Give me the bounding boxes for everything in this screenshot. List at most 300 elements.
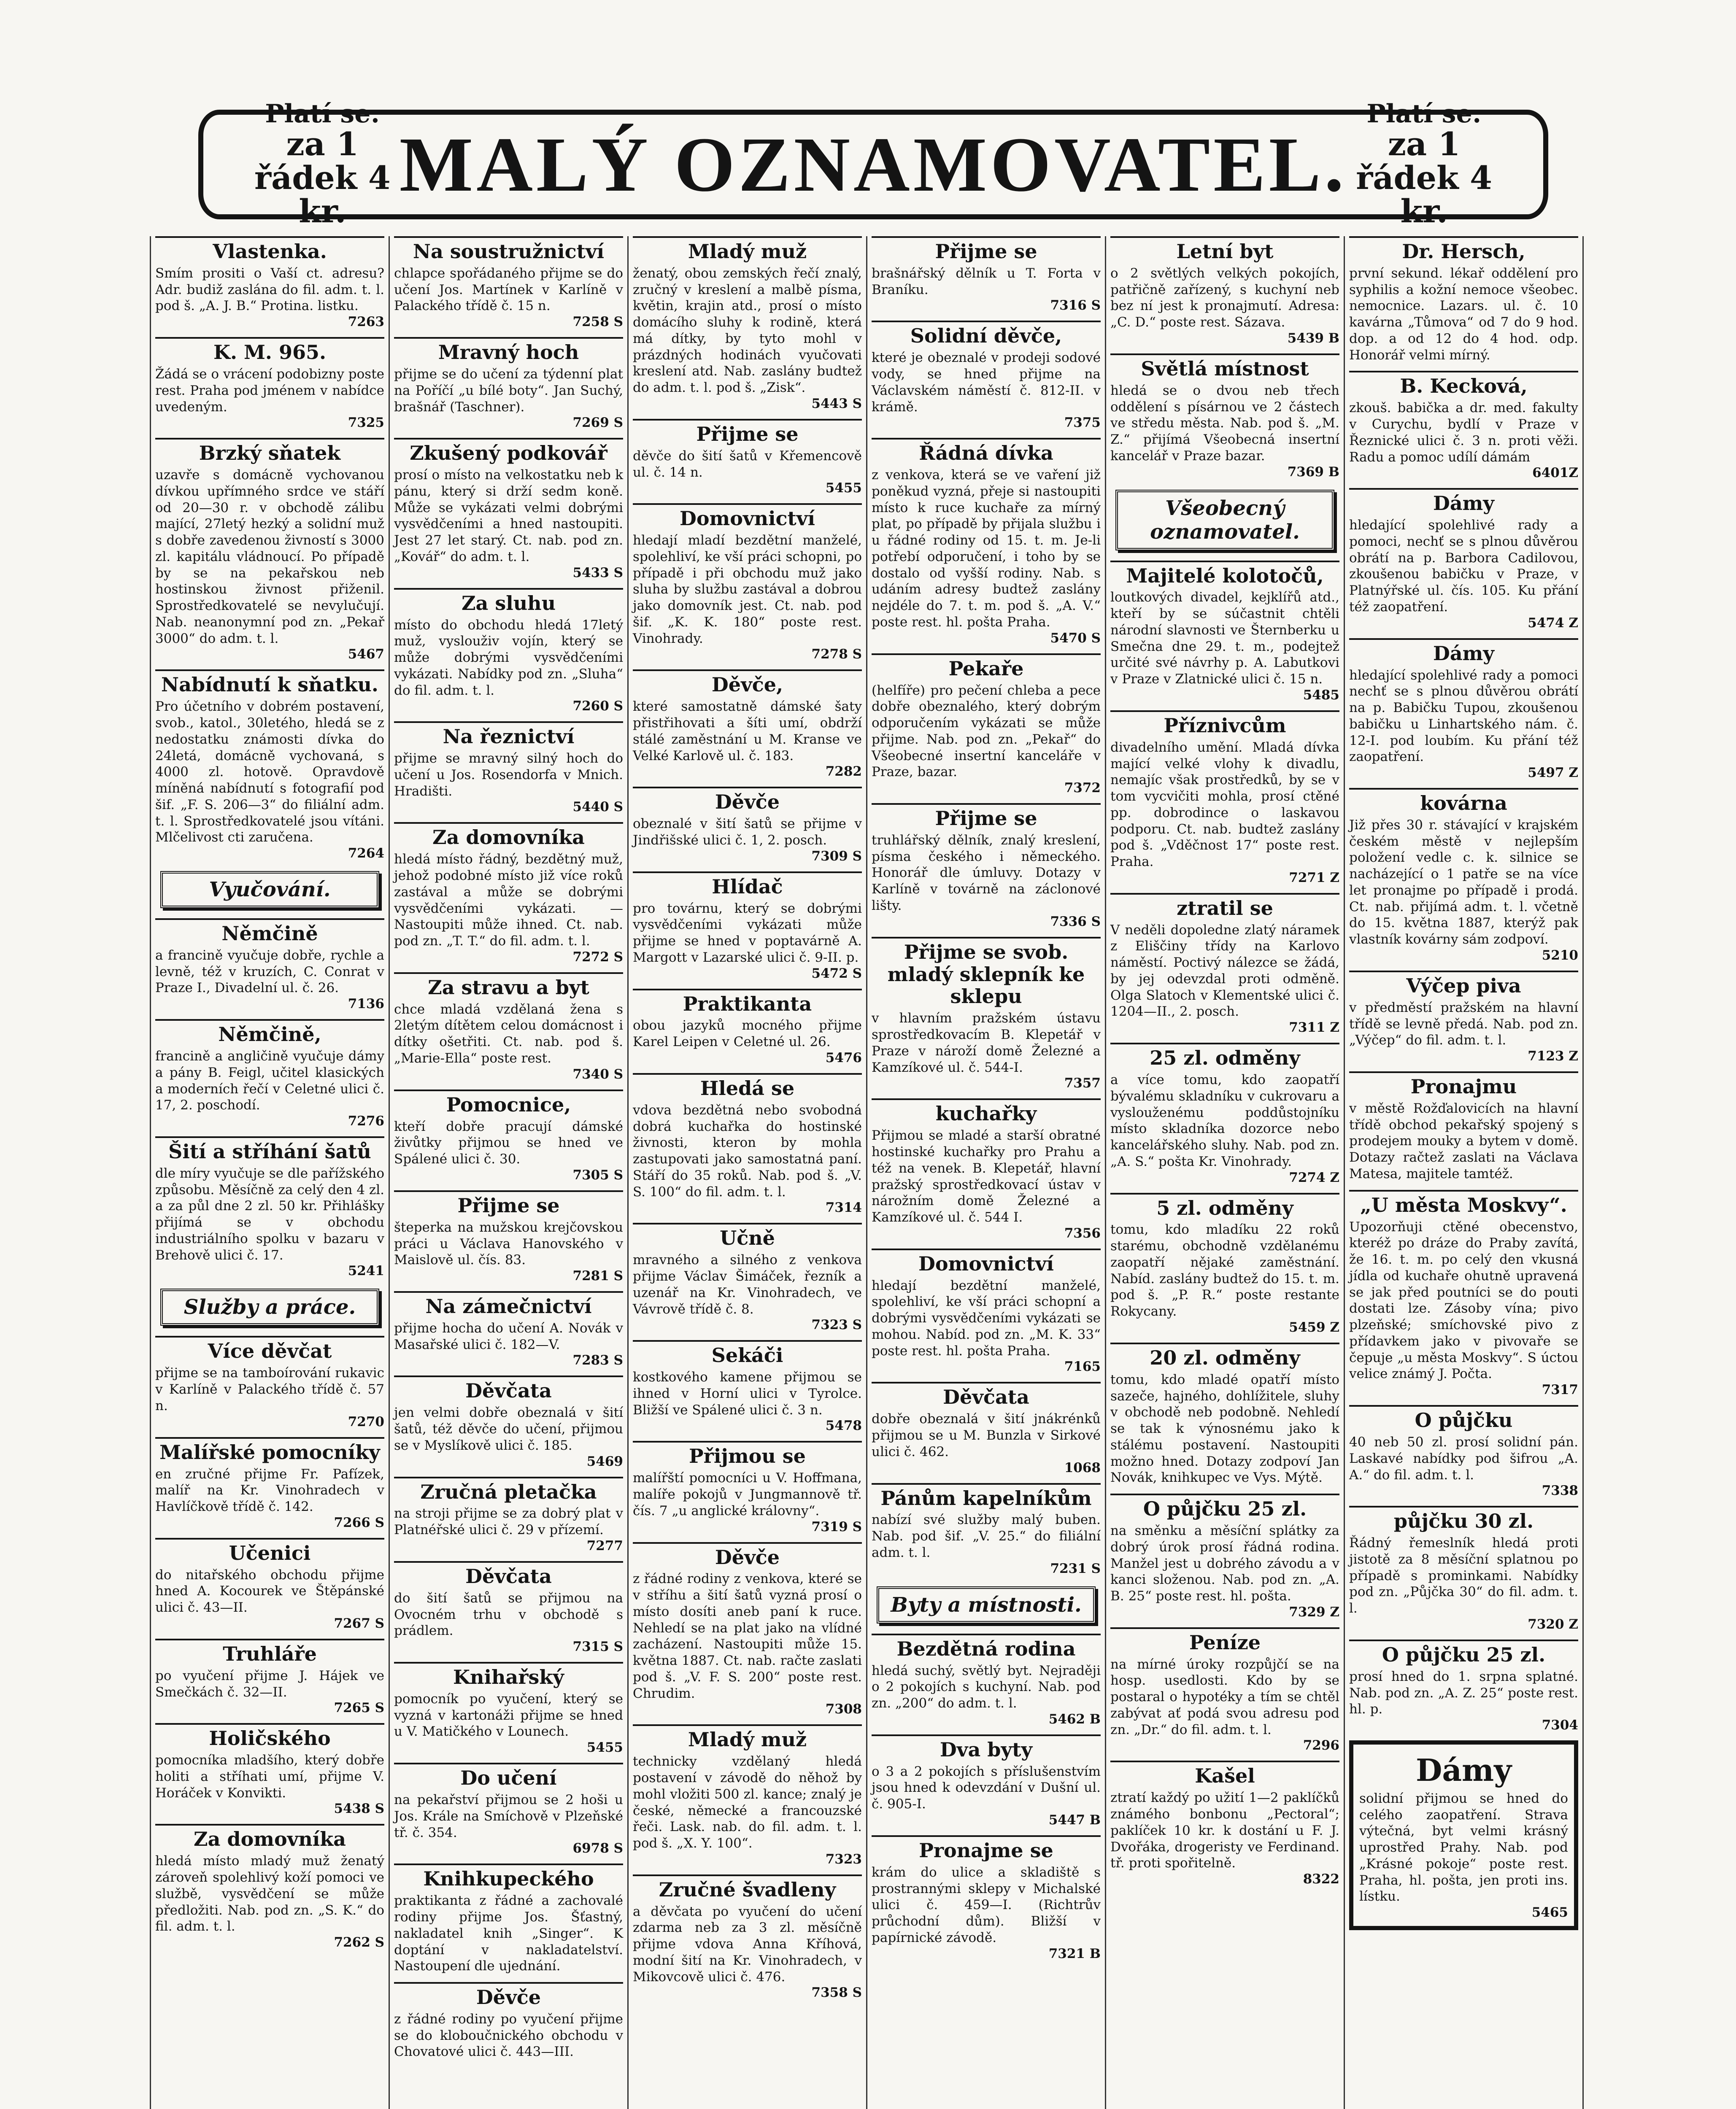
ad-heading: Do učení bbox=[394, 1763, 623, 1789]
ad-code: 5474 Z bbox=[1528, 615, 1578, 631]
ad-text: prosí hned do 1. srpna splatné. Nab. pod zn. „A. Z. 25“ poste rest. hl. p. bbox=[1349, 1669, 1578, 1717]
price-label: Platí se: bbox=[265, 99, 380, 129]
ad-text: do šití šatů se přijmou na Ovocném trhu v obchodě s prádlem. bbox=[394, 1590, 623, 1639]
ad-code: 7296 bbox=[1303, 1738, 1339, 1753]
ad-code: 5462 B bbox=[1048, 1711, 1101, 1727]
ad-code: 5469 bbox=[586, 1454, 623, 1469]
ad-text: do nitařského obchodu přijme hned A. Kocourek ve Štěpánské ulici č. 43—II. bbox=[155, 1567, 384, 1615]
ad-text: přijme se do učení za týdenní plat na Poříčí „u bílé boty“. Jan Suchý, brašnář (Taschner). bbox=[394, 367, 623, 415]
classified-ad bbox=[872, 438, 1101, 645]
classified-ad bbox=[633, 1223, 862, 1332]
ad-code: 7266 S bbox=[334, 1515, 384, 1530]
classified-ad bbox=[155, 1824, 384, 1950]
ad-text: uzavře s domácně vychovanou dívkou upřímného srdce ve stáří od 20—30 r. v obchodě zálibu mající, 27letý hezký a solidní muž s dobře zavedenou živností s 3000 zl. kapitálu vládnoucí. Po případě by se na pekařskou neb hostinskou živnost přiženil. Sprostředkovatelé se nevylučují. Nab. neanonymní pod zn. „Pekař 3000“ do adm. t. l. bbox=[155, 467, 384, 646]
classified-ad bbox=[394, 236, 623, 329]
ad-code: 5210 bbox=[1542, 947, 1578, 963]
classified-ad bbox=[633, 1340, 862, 1433]
ad-heading: Malířské pomocníky bbox=[155, 1437, 384, 1464]
classified-ad bbox=[1349, 1071, 1578, 1182]
ad-heading: Peníze bbox=[1110, 1627, 1339, 1654]
ad-heading: Přijme se bbox=[633, 419, 862, 445]
classified-ad bbox=[1110, 236, 1339, 346]
ad-code: 7338 bbox=[1542, 1483, 1578, 1499]
classified-ad bbox=[394, 972, 623, 1082]
ad-code: 7136 bbox=[348, 996, 384, 1012]
ad-text: Již přes 30 r. stávající v krajském českém městě v nejlepším položení vedle c. k. silnice se nacházející o 1 patře se na více let pronajme po případě i prodá. Ct. nab. přijímá adm. t. l. včetně do 15. května 1887, kterýž pak vlastník kovárny sám zodpoví. bbox=[1349, 817, 1578, 947]
price-value: za 1 řádek 4 kr. bbox=[1356, 125, 1493, 230]
classified-ad bbox=[394, 1375, 623, 1469]
column-1 bbox=[151, 236, 390, 2109]
ad-code: 7321 B bbox=[1048, 1946, 1101, 1961]
ad-text: mravného a silného z venkova přijme Václav Šimáček, řezník a uzenář na Kr. Vinohradech, ve Vávrově třídě č. 8. bbox=[633, 1252, 862, 1317]
ad-code: 7276 bbox=[348, 1114, 384, 1129]
ad-text: zkouš. babička a dr. med. fakulty v Curychu, bydlí v Praze v Řeznické ulici č. 3 n. proti věži. Radu a pomoc udílí dámám bbox=[1349, 400, 1578, 465]
classified-ad bbox=[394, 1763, 623, 1856]
ad-heading: Přijme se svob. mladý sklepník ke sklepu bbox=[872, 937, 1101, 1008]
ad-heading: Za domovníka bbox=[394, 822, 623, 849]
classified-ad bbox=[394, 1561, 623, 1654]
ad-code: 7308 bbox=[825, 1702, 862, 1717]
ad-code: 5241 bbox=[348, 1263, 384, 1279]
ad-text: o 3 a 2 pokojích s příslušenstvím jsou hned k odevzdání v Dušní ul. č. 905-I. bbox=[872, 1764, 1101, 1812]
column-3 bbox=[629, 236, 867, 2109]
ad-text: a více tomu, kdo zaopatří bývalému skladníku v cukrovaru a vyslouženému poddůstojníku místo skladníka dozorce nebo kancelářského sluhy. Nab. pod zn. „A. S.“ pošta Kr. Vinohrady. bbox=[1110, 1072, 1339, 1169]
classified-ad bbox=[633, 1724, 862, 1866]
ad-heading: Mladý muž bbox=[633, 1724, 862, 1751]
classified-ad bbox=[1110, 710, 1339, 885]
ad-code: 1068 bbox=[1064, 1460, 1101, 1475]
ad-heading: „U města Moskvy“. bbox=[1349, 1190, 1578, 1216]
ad-code: 7372 bbox=[1064, 780, 1101, 796]
ad-code: 5467 bbox=[348, 647, 384, 662]
classified-ad bbox=[155, 1437, 384, 1530]
ad-text: nabízí své služby malý buben. Nab. pod šif. „V. 25.“ do filiální adm. t. l. bbox=[872, 1512, 1101, 1560]
ad-heading: Děvčata bbox=[394, 1561, 623, 1588]
ad-text: hledající spolehlivé rady a pomoci nechť se s plnou důvěrou obrátí na p. Babičku Tupou, zkoušenou babičku u Linhartského nám. č. 12-I. pod loubím. Ku přání též zaopatření. bbox=[1349, 667, 1578, 765]
section-banner: Všeobecný oznamovatel. bbox=[1115, 490, 1334, 550]
ad-code: 6978 S bbox=[572, 1841, 623, 1856]
masthead-left-price bbox=[246, 101, 400, 228]
ad-heading: Domovnictví bbox=[633, 503, 862, 530]
ad-text: 40 neb 50 zl. prosí solidní pán. Laskavé nabídky pod šifrou „A. A.“ do fil. adm. t. l. bbox=[1349, 1435, 1578, 1483]
ad-code: 5438 S bbox=[334, 1801, 384, 1817]
ad-code: 7311 Z bbox=[1289, 1020, 1339, 1036]
classified-ad bbox=[1110, 1343, 1339, 1486]
ad-heading: Výčep piva bbox=[1349, 971, 1578, 997]
price-label: Platí se: bbox=[1366, 99, 1482, 129]
classified-ad bbox=[1110, 1043, 1339, 1185]
ad-text: na mírné úroky rozpůjčí se na hosp. usedlosti. Kdo by se postaral o hypotéky a tím se chtěl zabývat ať podá svou adresu pod zn. „Dr.“ do fil. adm. t. l. bbox=[1110, 1656, 1339, 1737]
classified-ad bbox=[155, 669, 384, 861]
ad-code: 7320 Z bbox=[1528, 1616, 1578, 1632]
ad-text: Pro účetního v dobrém postavení, svob., katol., 30letého, hledá se z nedostatku známosti dívka do 24letá, domácně vychovaná, s 4000 zl. hotově. Opravdově míněná nabídnutí s fotografií pod šif. „F. S. 206—3“ do filiální adm. t. l. Sprostředkovatelé jsou vítáni. Mlčelivost cti zaručena. bbox=[155, 699, 384, 845]
classified-ad bbox=[872, 1249, 1101, 1375]
ad-heading: 20 zl. odměny bbox=[1110, 1343, 1339, 1369]
ad-text: po vyučení přijme J. Hájek ve Smečkách č. 32—II. bbox=[155, 1668, 384, 1700]
ad-code: 7281 S bbox=[572, 1268, 623, 1284]
ad-code: 7329 Z bbox=[1289, 1604, 1339, 1620]
classified-ad bbox=[1110, 1494, 1339, 1620]
ad-heading: Pomocnice, bbox=[394, 1090, 623, 1116]
ad-heading: Příznivcům bbox=[1110, 710, 1339, 737]
ad-text: hledající spolehlivé rady a pomoci, nechť se s plnou důvěrou obrátí na p. Barbora Cadilovou, zkoušenou babičku v Praze, v Platnýřské ul. čís. 105. Ku přání též zaopatření. bbox=[1349, 518, 1578, 615]
ad-heading: 5 zl. odměny bbox=[1110, 1193, 1339, 1219]
ad-text: malířští pomocníci u V. Hoffmana, malíře pokojů v Jungmannově tř. čís. 7 „u anglické královny“. bbox=[633, 1470, 862, 1518]
ad-code: 7271 Z bbox=[1289, 870, 1339, 885]
ad-text: na pekařství přijmou se 2 hoši u Jos. Krále na Smíchově v Plzeňské tř. č. 354. bbox=[394, 1792, 623, 1840]
ad-text: hledá místo mladý muž ženatý zároveň spolehlivý koží pomoci ve službě, vysvědčení se může předložiti. Nab. pod zn. „S. K.“ do fil. adm. t. l. bbox=[155, 1853, 384, 1934]
classified-ad bbox=[1349, 488, 1578, 630]
ad-code: 7277 bbox=[586, 1538, 623, 1553]
masthead bbox=[198, 99, 1548, 230]
ad-heading: Za domovníka bbox=[155, 1824, 384, 1850]
classified-ad bbox=[155, 1639, 384, 1715]
classified-ad bbox=[394, 337, 623, 430]
ad-code: 7340 S bbox=[572, 1066, 623, 1082]
ad-heading: Němčině, bbox=[155, 1019, 384, 1046]
ad-code: 7356 bbox=[1064, 1225, 1101, 1241]
classified-ad bbox=[872, 1098, 1101, 1241]
ad-heading: Přijme se bbox=[872, 803, 1101, 830]
classified-ad bbox=[394, 1477, 623, 1553]
ad-heading: Za sluhu bbox=[394, 588, 623, 615]
classified-ad bbox=[1349, 1640, 1578, 1733]
ad-text: přijme se na tamboírování rukavic v Karlíně v Palackého třídě č. 57 n. bbox=[155, 1365, 384, 1413]
ad-code: 7262 S bbox=[334, 1935, 384, 1950]
classified-ad bbox=[872, 653, 1101, 796]
classified-ad bbox=[633, 1441, 862, 1534]
ad-heading: Zkušený podkovář bbox=[394, 438, 623, 464]
classified-ad bbox=[155, 1723, 384, 1816]
ad-heading: Němčině bbox=[155, 918, 384, 945]
ad-heading: O půjčku bbox=[1349, 1405, 1578, 1432]
ad-text: z řádné rodiny po vyučení přijme se do kloboučnického obchodu v Chovatové ulici č. 443—III. bbox=[394, 2011, 623, 2060]
column-4 bbox=[867, 236, 1106, 2109]
ad-code: 5455 bbox=[586, 1740, 623, 1756]
section-banner: Služby a práce. bbox=[160, 1289, 379, 1326]
ad-text: o 2 světlých velkých pokojích, patřičně zařízený, s kuchyní neb bez ní jest k pronajmutí. Adresa: „C. D.“ poste rest. Sázava. bbox=[1110, 265, 1339, 330]
ad-code: 5433 S bbox=[572, 565, 623, 580]
ad-heading: Za stravu a byt bbox=[394, 972, 623, 999]
ad-heading: Děvčata bbox=[394, 1375, 623, 1402]
classified-ad bbox=[1349, 1190, 1578, 1397]
ad-text: Smím prositi o Vaší ct. adresu? Adr. budiž zaslána do fil. adm. t. l. pod š. „A. J. B.“ Protina. listku. bbox=[155, 265, 384, 314]
ad-heading: Dr. Hersch, bbox=[1349, 236, 1578, 263]
column-5 bbox=[1106, 236, 1345, 2109]
ad-heading: Zručná pletačka bbox=[394, 1477, 623, 1503]
ad-text: prosí o místo na velkostatku neb k pánu, který si drží sedm koně. Může se vykázati velmi dobrými vysvědčeními a hned nastoupiti. Jest 27 let starý. Ct. nab. pod zn. „Kovář“ do adm. t. l. bbox=[394, 467, 623, 564]
ad-text: a francině vyučuje dobře, rychle a levně, též v kruzích, C. Conrat v Praze I., Divadelní ul. č. 26. bbox=[155, 947, 384, 996]
ad-columns bbox=[150, 236, 1585, 2109]
ad-code: 7323 bbox=[825, 1851, 862, 1867]
ad-text: brašnářský dělník u T. Forta v Braníku. bbox=[872, 265, 1101, 297]
ad-text: en zručné přijme Fr. Pafízek, malíř na Kr. Vinohradech v Havlíčkově třídě č. 142. bbox=[155, 1466, 384, 1515]
ad-text: V neděli dopoledne zlatý náramek z Eliščiny třídy na Karlovo náměstí. Poctivý nálezce se žádá, by jej odevzdal proti odměně. Olga Slatoch v Klementské ulici č. 1204—II., 2. posch. bbox=[1110, 922, 1339, 1019]
ad-text: a děvčata po vyučení do učení zdarma neb za 3 zl. měsíčně přijme vdova Anna Kříhová, modní šití na Kr. Vinohradech, v Mikovcově ulici č. 476. bbox=[633, 1904, 862, 1985]
classified-ad bbox=[872, 236, 1101, 313]
ad-heading: Učně bbox=[633, 1223, 862, 1249]
classified-ad bbox=[394, 1190, 623, 1284]
ad-text: hledá se o dvou neb třech oddělení s písárnou ve 2 částech ve středu města. Nab. pod š. „M. Z.“ přijímá Všeobecná insertní kancelář v Praze bazar. bbox=[1110, 383, 1339, 464]
ad-code: 5443 S bbox=[811, 396, 862, 411]
ad-code: 7314 bbox=[825, 1200, 862, 1216]
ad-code: 7263 bbox=[348, 314, 384, 330]
ad-code: 7369 B bbox=[1287, 464, 1339, 480]
ad-code: 5439 B bbox=[1287, 330, 1339, 346]
classified-ad bbox=[872, 937, 1101, 1091]
section-banner: Vyučování. bbox=[160, 871, 379, 908]
classified-ad bbox=[394, 822, 623, 964]
ad-heading: Učenici bbox=[155, 1538, 384, 1564]
classified-ad bbox=[872, 1483, 1101, 1576]
ad-heading: Knihařský bbox=[394, 1662, 623, 1688]
ad-code: 7272 S bbox=[572, 949, 623, 965]
classified-ad bbox=[394, 438, 623, 580]
classified-ad bbox=[1110, 353, 1339, 480]
classified-ad bbox=[1349, 1506, 1578, 1632]
column-2 bbox=[390, 236, 629, 2109]
ad-text: chlapce spořádaného přijme se do učení Jos. Martínek v Karlíně v Palackého třídě č. 15 n. bbox=[394, 265, 623, 314]
ad-code: 7270 bbox=[348, 1414, 384, 1429]
ad-text: v předměstí pražském na hlavní třídě se levně předá. Nab. pod zn. „Výčep“ do fil. adm. t. l. bbox=[1349, 1000, 1578, 1048]
ad-heading: Děvče bbox=[633, 1542, 862, 1569]
classified-ad bbox=[1349, 971, 1578, 1064]
ad-code: 7316 S bbox=[1050, 298, 1101, 313]
classified-ad bbox=[1349, 371, 1578, 480]
ad-heading: ztratil se bbox=[1110, 893, 1339, 920]
ad-heading: Pekaře bbox=[872, 653, 1101, 680]
ad-code: 7357 bbox=[1064, 1076, 1101, 1091]
ad-text: Přijmou se mladé a starší obratné hostinské kuchařky pro Prahu a též na venek. B. Klepetář, hlavní pražský sprostředkovací ústav v nárožním domě Železné a Kamzíkové ul. č. 544 I. bbox=[872, 1128, 1101, 1225]
ad-heading: Dámy bbox=[1349, 638, 1578, 665]
ad-heading: Majitelé kolotočů, bbox=[1110, 561, 1339, 587]
ad-code: 5497 Z bbox=[1528, 765, 1578, 781]
ad-heading: Knihkupeckého bbox=[394, 1864, 623, 1890]
ad-text: hledají mladí bezdětní manželé, spolehliví, ke vší práci schopni, po případě i při obchodu muž jako sluha by službu zastával a dobrou jako domovník jest. Ct. nab. pod šif. „K. K. 180“ poste rest. Vinohrady. bbox=[633, 533, 862, 646]
ad-heading: Dámy bbox=[1415, 1752, 1512, 1788]
ad-text: truhlářský dělník, znalý kreslení, písma českého i německého. Honorář dle úmluvy. Dotazy v Karlíně v továrně na záclonové lišty. bbox=[872, 832, 1101, 913]
classified-ad bbox=[633, 1542, 862, 1717]
ad-code: 7265 S bbox=[334, 1700, 384, 1716]
classified-ad bbox=[872, 1634, 1101, 1727]
classified-ad bbox=[155, 438, 384, 662]
ad-text: které samostatně dámské šaty přistřihovati a šíti umí, obdrží stálé zaměstnání u M. Kranse ve Velké Karlově ul. č. 183. bbox=[633, 699, 862, 763]
classified-ad bbox=[155, 337, 384, 430]
ad-code: 7258 S bbox=[572, 314, 623, 330]
price-value: za 1 řádek 4 kr. bbox=[254, 125, 391, 230]
classified-ad bbox=[633, 503, 862, 662]
ad-text: krám do ulice a skladiště s prostrannými sklepy v Michalské ulici č. 459—I. (Richtrův průchodní dům). Bližší v papírnické závodě. bbox=[872, 1864, 1101, 1945]
ad-heading: Mladý muž bbox=[633, 236, 862, 263]
ad-heading: Na řeznictví bbox=[394, 721, 623, 748]
classified-ad bbox=[633, 419, 862, 496]
ad-text: vdova bezdětná nebo svobodná dobrá kuchařka do hostinské živnosti, kteron by mohla zastupovati jako samostatná paní. Stáří do 35 roků. Nab. pod š. „V. S. 100“ do fil. adm. t. l. bbox=[633, 1102, 862, 1200]
ad-text: Upozorňuji ctěné obecenstvo, kteréž po dráze do Praby zavítá, že 16. t. m. po celý den vkusná jídla od kuchaře ohutně upravená se jak před poutníci se do pouti dostati lze. Zásoby vína; pivo plzeňské; smíchovské pivo z přídavkem jako v pivovaře se čepuje „u města Moskvy“. S úctou velice známý J. Počta. bbox=[1349, 1219, 1578, 1382]
ad-code: 7304 bbox=[1542, 1718, 1578, 1733]
ad-code: 7282 bbox=[825, 764, 862, 779]
classified-ad bbox=[1349, 788, 1578, 963]
ad-code: 5478 bbox=[825, 1418, 862, 1434]
ad-heading: Zručné švadleny bbox=[633, 1874, 862, 1901]
ad-text: loutkových divadel, kejklířů atd., kteří by se súčastnit chtěli národní slavnosti ve Šternberku u Smečna dne 29. t. m., podejtež určité své návrhy p. A. Labutkovi v Praze v Zlatnické ulici č. 15 n. bbox=[1110, 590, 1339, 687]
ad-text: ženatý, obou zemských řečí znalý, zručný v kreslení a malbě písma, květin, krajin atd., prosí o místo domácího sluhy k rodině, která má dítky, by tyto mohl v prázdných hodinách vyučovati kreslení atd. Nab. zaslány budtež do adm. t. l. pod š. „Zisk“. bbox=[633, 265, 862, 396]
ad-code: 5465 bbox=[1531, 1905, 1568, 1920]
ad-code: 5485 bbox=[1303, 687, 1339, 703]
ad-text: první sekund. lékař oddělení pro syphilis a kožní nemoce všeobec. nemocnice. Lazars. ul. č. 10 kavárna „Tůmova“ od 7 do 9 hod. dop. a od 12 do 4 hod. odp. Honorář velmi mírný. bbox=[1349, 265, 1578, 363]
ad-heading: Pronajme se bbox=[872, 1835, 1101, 1862]
classified-ad bbox=[394, 1982, 623, 2060]
classified-ad bbox=[394, 1090, 623, 1183]
ad-heading: Brzký sňatek bbox=[155, 438, 384, 464]
ad-heading: 25 zl. odměny bbox=[1110, 1043, 1339, 1069]
ad-code: 5472 S bbox=[811, 966, 862, 981]
ad-text: praktikanta z řádné a zachovalé rodiny přijme Jos. Šťastný, nakladatel knih „Singer“. K doptání v nakladatelství. Nastoupení dle ujednání. bbox=[394, 1893, 623, 1974]
classified-ad bbox=[633, 669, 862, 779]
ad-text: šteperka na mužskou krejčovskou práci u Václava Hanovského v Maislově ul. čís. 83. bbox=[394, 1219, 623, 1268]
ad-code: 7336 S bbox=[1050, 914, 1101, 929]
ad-heading: Praktikanta bbox=[633, 989, 862, 1015]
ad-code: 7165 bbox=[1064, 1359, 1101, 1375]
classified-ad bbox=[155, 1136, 384, 1278]
ad-code: 7317 bbox=[1542, 1382, 1578, 1398]
classified-ad bbox=[1349, 638, 1578, 780]
ad-code: 5476 bbox=[825, 1050, 862, 1065]
ad-heading: O půjčku 25 zl. bbox=[1349, 1640, 1578, 1666]
ad-heading: Dva byty bbox=[872, 1734, 1101, 1761]
ad-text: hledá suchý, světlý byt. Nejraději o 2 pokojích s kuchyní. Nab. pod zn. „200“ do adm. t. l. bbox=[872, 1663, 1101, 1711]
ad-heading: K. M. 965. bbox=[155, 337, 384, 364]
ad-text: pomocníka mladšího, který dobře holiti a stříhati umí, přijme V. Horáček v Konvikti. bbox=[155, 1753, 384, 1801]
ad-text: jen velmi dobře obeznalá v šití šatů, též děvče do učení, přijmou se v Myslíkově ulici č. 185. bbox=[394, 1405, 623, 1453]
ad-heading: Solidní děvče, bbox=[872, 321, 1101, 347]
ad-heading: Děvčata bbox=[872, 1382, 1101, 1408]
ad-code: 7323 S bbox=[811, 1317, 862, 1333]
ad-heading: Domovnictví bbox=[872, 1249, 1101, 1275]
ad-text: obou jazyků mocného přijme Karel Leipen v Celetné ul. 26. bbox=[633, 1018, 862, 1050]
ad-text: děvče do šití šatů v Křemencově ul. č. 14 n. bbox=[633, 448, 862, 480]
ad-code: 7123 Z bbox=[1528, 1049, 1578, 1064]
classified-ad bbox=[872, 803, 1101, 929]
classified-ad bbox=[633, 1073, 862, 1215]
ad-code: 7309 S bbox=[811, 848, 862, 864]
section-banner: Byty a místnosti. bbox=[877, 1586, 1096, 1624]
classified-ad bbox=[633, 787, 862, 863]
ad-code: 7325 bbox=[348, 415, 384, 431]
classified-ad bbox=[872, 1382, 1101, 1475]
ad-heading: Pronajmu bbox=[1349, 1071, 1578, 1098]
classified-ad bbox=[1110, 893, 1339, 1035]
ad-code: 7278 S bbox=[811, 647, 862, 662]
ad-text: z řádné rodiny z venkova, které se v stříhu a šití šatů vyzná prosí o místo dosíti aneb paní k ruce. Nehledí se na plat jako na vlídné zacházení. Nastoupiti může 15. května 1887. Ct. nab. račte zaslati pod š. „V. F. S. 200“ poste rest. Chrudim. bbox=[633, 1571, 862, 1701]
ad-text: kostkového kamene přijmou se ihned v Horní ulici v Tyrolce. Bližší ve Spálené ulici č. 3 n. bbox=[633, 1370, 862, 1418]
ad-heading: Sekáči bbox=[633, 1340, 862, 1367]
ad-heading: Pánům kapelníkům bbox=[872, 1483, 1101, 1510]
ad-heading: Letní byt bbox=[1110, 236, 1339, 263]
ad-heading: Děvče bbox=[394, 1982, 623, 2009]
ad-text: v hlavním pražském ústavu sprostředkovacím B. Klepetář v Praze v nároží domě Železné a Kamzíkové ul. č. 544-I. bbox=[872, 1011, 1101, 1075]
ad-text: na stroji přijme se za dobrý plat v Platnéřské ulici č. 29 v přízemí. bbox=[394, 1506, 623, 1538]
classified-ad bbox=[155, 1019, 384, 1129]
ad-heading: Kašel bbox=[1110, 1761, 1339, 1787]
classified-ad bbox=[633, 236, 862, 411]
ad-heading: Více děvčat bbox=[155, 1336, 384, 1362]
ad-text: přijme hocha do učení A. Novák v Masařské ulici č. 182—V. bbox=[394, 1320, 623, 1352]
ad-code: 7260 S bbox=[572, 699, 623, 714]
ad-heading: Na soustružnictví bbox=[394, 236, 623, 263]
classified-ad bbox=[872, 1734, 1101, 1828]
ad-text: pro továrnu, který se dobrými vysvědčeními vykázati může přijme se hned v poptavárně A. Margott v Lazarské ulici č. 9-II. p. bbox=[633, 901, 862, 965]
ad-heading: Přijme se bbox=[872, 236, 1101, 263]
ad-code: 7358 S bbox=[811, 1985, 862, 2001]
classified-ad bbox=[872, 321, 1101, 430]
ad-code: 5447 B bbox=[1048, 1812, 1101, 1828]
classified-ad bbox=[633, 1874, 862, 2001]
ad-heading: Hledá se bbox=[633, 1073, 862, 1100]
ad-code: 5440 S bbox=[572, 799, 623, 815]
ad-text: hledá místo řádný, bezdětný muž, jehož podobné místo již více roků zastával a může se dobrými vysvědčeními vykázati. — Nastoupiti může ihned. Ct. nab. pod zn. „T. T.“ do fil. adm. t. l. bbox=[394, 852, 623, 949]
ad-code: 7264 bbox=[348, 846, 384, 861]
ad-heading: Nabídnutí k sňatku. bbox=[155, 669, 384, 696]
ad-text: místo do obchodu hledá 17letý muž, vyslouživ vojín, který se může dobrými vysvědčeními vykázati. Nabídky pod zn. „Sluha“ do fil. adm. t. l. bbox=[394, 617, 623, 698]
boxed-ad bbox=[1349, 1740, 1578, 1930]
ad-text: Řádný řemeslník hledá proti jistotě za 8 měsíční splatnou po případě s prominkami. Nabídky pod zn. „Půjčka 30“ do fil. adm. t. l. bbox=[1349, 1535, 1578, 1616]
classified-ad bbox=[155, 236, 384, 329]
ad-text: Žádá se o vrácení podobizny poste rest. Praha pod jménem v nabídce uvedeným. bbox=[155, 367, 384, 415]
classified-ad bbox=[155, 1538, 384, 1631]
ad-code: 7375 bbox=[1064, 415, 1101, 431]
classified-ad bbox=[394, 1662, 623, 1755]
column-6 bbox=[1345, 236, 1584, 2109]
classified-ad bbox=[155, 1336, 384, 1429]
ad-text: které je obeznalé v prodeji sodové vody, se hned přijme na Václavském náměstí č. 812-II. v krámě. bbox=[872, 350, 1101, 415]
ad-text: ztratí každý po užití 1—2 paklíčků známého bonbonu „Pectoral“; paklíček 10 kr. k dostání u F. J. Dvořáka, drogeristy ve Ferdinand. tř. proti spořitelně. bbox=[1110, 1790, 1339, 1871]
classified-ad bbox=[394, 1864, 623, 1974]
ad-text: obeznalé v šití šatů se přijme v Jindřišské ulici č. 1, 2. posch. bbox=[633, 816, 862, 848]
ad-heading: Řádná dívka bbox=[872, 438, 1101, 464]
ad-code: 5470 S bbox=[1050, 630, 1101, 646]
ad-text: solidní přijmou se hned do celého zaopatření. Strava výtečná, byt velmi krásný uprostřed Prahy. Nab. pod „Krásné pokoje“ poste rest. Praha, hl. pošta, jen proti ins. lístku. bbox=[1359, 1791, 1568, 1904]
ad-heading: O půjčku 25 zl. bbox=[1110, 1494, 1339, 1520]
ad-code: 7315 S bbox=[572, 1639, 623, 1655]
ad-text: tomu, kdo mladíku 22 roků starému, obchodně vzdělanému zaopatří nějaké zaměstnání. Nabíd. zaslány budtež do 15. t. m. pod š. „P. R.“ poste restante Rokycany. bbox=[1110, 1222, 1339, 1319]
ad-heading: Světlá místnost bbox=[1110, 353, 1339, 380]
ad-text: technicky vzdělaný hledá postavení v závodě do něhož by mohl vložiti 500 zl. kance; znalý je české, německé a francouzské řeči. Lask. nab. do fil. adm. t. l. pod š. „X. Y. 100“. bbox=[633, 1754, 862, 1851]
classified-ad bbox=[394, 588, 623, 714]
ad-text: chce mladá vzdělaná žena s 2letým dítětem celou domácnost i dítky ošetřiti. Ct. nab. pod š. „Marie-Ella“ poste rest. bbox=[394, 1001, 623, 1066]
classified-ad bbox=[1110, 1761, 1339, 1887]
ad-text: na směnku a měsíční splátky za dobrý úrok prosí řádná rodina. Manžel jest u dobrého závodu a v kanci složenou. Nab. pod zn. „A. B. 25“ poste rest. hl. pošta. bbox=[1110, 1523, 1339, 1604]
classified-ad bbox=[1349, 236, 1578, 363]
ad-heading: Holičského bbox=[155, 1723, 384, 1750]
ad-heading: Bezdětná rodina bbox=[872, 1634, 1101, 1660]
ad-text: z venkova, která se ve vaření již poněkud vyzná, přeje si nastoupiti místo k ruce kuchaře za mírný plat, po případě by přijala službu i u řádné rodiny od 15. t. m. Je-li potřebí odporučení, i toho by se dostalo od vyšší rodiny. Nab. s udáním adresy budtež zaslány nejdéle do 7. t. m. pod š. „A. V.“ poste rest. hl. pošta Praha. bbox=[872, 467, 1101, 630]
classified-ad bbox=[872, 1835, 1101, 1961]
ad-code: 6401Z bbox=[1532, 465, 1578, 481]
ad-heading: půjčku 30 zl. bbox=[1349, 1506, 1578, 1532]
ad-text: hledají bezdětní manželé, spolehliví, ke vší práci schopní a dobrými vysvědčeními vykázati se mohou. Nabíd. pod zn. „M. K. 33“ poste rest. hl. pošta Praha. bbox=[872, 1278, 1101, 1359]
ad-heading: Děvče bbox=[633, 787, 862, 813]
ad-text: v městě Rožďalovicích na hlavní třídě obchod pekařský spojený s prodejem mouky a bytem v domě. Dotazy račtež zaslati na Václava Matesa, majitele tamtéž. bbox=[1349, 1100, 1578, 1181]
ad-heading: kuchařky bbox=[872, 1098, 1101, 1125]
ad-heading: Vlastenka. bbox=[155, 236, 384, 263]
classified-ad bbox=[155, 918, 384, 1011]
ad-text: kteří dobře pracují dámské živůtky přijmou se hned ve Spálené ulici č. 30. bbox=[394, 1119, 623, 1167]
classified-ad bbox=[394, 721, 623, 814]
ad-code: 7269 S bbox=[572, 415, 623, 431]
classified-ad bbox=[633, 989, 862, 1065]
ad-heading: Přijme se bbox=[394, 1190, 623, 1217]
classified-ad bbox=[1110, 1627, 1339, 1753]
